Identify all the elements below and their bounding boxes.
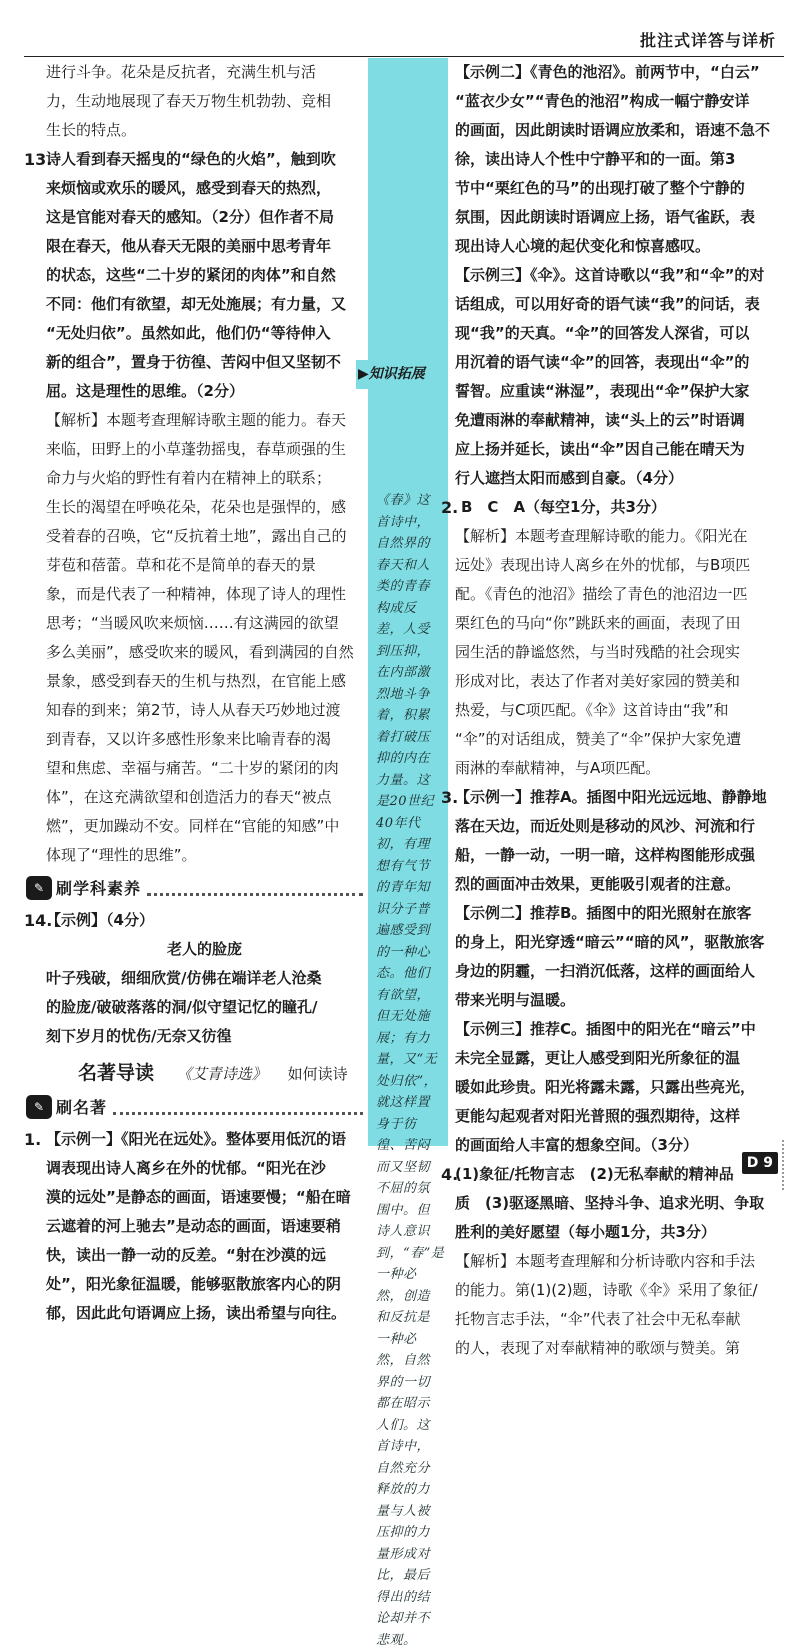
classic-topic: 如何读诗 [287,1065,348,1083]
text-line: 诗人看到春天摇曳的“绿色的火焰”，触到吹 [46,150,336,168]
text-line: 望和焦虑、幸福与痛苦。“二十岁的紧闭的肉 [46,759,339,777]
text-line: 未完全显露，更让人感受到阳光所象征的温 [455,1049,741,1067]
question-number: 3. [441,788,459,807]
text-line: 快，读出一静一动的反差。“射在沙漠的远 [46,1246,326,1264]
text-line: 节中“栗红色的马”的出现打破了整个宁静的 [455,179,745,197]
text-line: 免遭雨淋的奉献精神，读“头上的云”时语调 [455,411,745,429]
section-label: 刷名著 [56,1097,108,1117]
right-column [441,58,780,1363]
answer-14 [24,906,363,1051]
text-line: 燃”，更加躁动不安。同样在“官能的知感”中 [46,817,340,835]
text-line: 远处》表现出诗人离乡在外的忧郁，与B项匹 [455,556,751,574]
answer-heading: B C A（每空1分，共3分） [461,498,666,516]
example-3 [455,261,780,493]
text-line: 【示例一】《阳光在远处》。整体要用低沉的语 [46,1130,347,1148]
poem-line: 的脸庞/破破落落的洞/似守望记忆的瞳孔/ [46,998,318,1016]
text-line: 暖如此珍贵。阳光将露未露，只露出些亮光， [455,1078,756,1096]
text-line: 调表现出诗人离乡在外的忧郁。“阳光在沙 [46,1159,326,1177]
text-line: 行人遮挡太阳而感到自豪。（4分） [455,469,683,487]
answer-13 [24,145,363,870]
text-line: 的状态，这些“二十岁的紧闭的肉体”和自然 [46,266,336,284]
text-line: 多么美丽”，感受吹来的暖风，看到满园的自然 [46,643,354,661]
question-number: 4. [441,1165,459,1184]
text-line: 用沉着的语气读“伞”的回答，表现出“伞”的 [455,353,750,371]
intro-paragraph [28,58,363,145]
question-number: 13. [24,150,53,169]
text-line: 漠的远处”是静态的画面，语速要慢；“船在暗 [46,1188,351,1206]
text-line: (1)象征/托物言志 (2)无私奉献的精神品 [455,1165,734,1183]
text-line: 体现了“理性的思维”。 [46,846,197,864]
text-line: 【解析】本题考查理解诗歌主题的能力。春天 [46,411,347,429]
text-line: 应上扬并延长，读出“伞”因自己能在晴天为 [455,440,745,458]
knowledge-extension-strip [368,58,448,1648]
text-line: 云遮着的河上驰去”是动态的画面，语速要稍 [46,1217,341,1235]
text-line: 的人，表现了对奉献精神的歌颂与赞美。第 [455,1339,741,1357]
text-line: 思考；“当暖风吹来烦恼……有这满园的欲望 [46,614,339,632]
text-line: 景象，感受到春天的生机与热烈，在官能上感 [46,672,347,690]
text-line: 【示例二】《青色的池沼》。前两节中，“白云” [455,63,760,81]
text-line: 芽苞和蓓蕾。草和花不是简单的春天的景 [46,556,317,574]
text-line: 【示例三】《伞》。这首诗歌以“我”和“伞”的对 [455,266,765,284]
text-line: “伞”的对话组成，赞美了“伞”保护大家免遭 [455,730,742,748]
section-label: 刷学科素养 [56,878,142,898]
brush-icon: ✎ [26,1095,52,1119]
text-line: 郁，因此此句语调应上扬，读出希望与向往。 [46,1304,347,1322]
text-line: 象，而是代表了一种精神，体现了诗人的理性 [46,585,347,603]
text-line: 来烦恼或欢乐的暖风，感受到春天的热烈， [46,179,332,197]
knowledge-extension-text: 《春》这首诗中，自然界的春天和人类的青春构成反差，人受到压抑，在内部激烈地斗争着，积累着打破压抑的内在力量。这是20世纪40年代初，有理想有气节的青年知识分子普遍感受到的一种心态。他们有欲望，但无处施展；有力量，又“无处归依”，就这样置身于彷徨、苦闷而又坚韧不屈的氛围中。但诗人意识到，“春”是一种必然，创造和反抗是一种必然，自然界的一切都在昭示人们。这首诗中，自然充分释放的力量与人被压抑的力量形成对比，最后得出的结论却并不悲观。 [376,493,445,1648]
text-line: 生长的特点。 [46,121,137,139]
dotted-divider [113,1100,363,1115]
text-line: 落在天边，而近处则是移动的风沙、河流和行 [455,817,756,835]
poem-title: 老人的脸庞 [166,940,242,958]
left-column [24,58,363,1328]
text-line: 处”，阳光象征温暖，能够驱散旅客内心的阴 [46,1275,341,1293]
text-line: 热爱，与C项匹配。《伞》这首诗由“我”和 [455,701,729,719]
poem-line: 刻下岁月的忧伤/无奈又彷徨 [46,1027,232,1045]
text-line: “无处归依”。虽然如此，他们仍“等待伸入 [46,324,331,342]
page-edge-dots [782,1140,800,1190]
text-line: 雨淋的奉献精神，与A项匹配。 [455,759,661,777]
text-line: 知春的到来；第2节，诗人从春天巧妙地过渡 [46,701,341,719]
text-line: 进行斗争。花朵是反抗者，充满生机与活 [46,63,317,81]
text-line: 形成对比，表达了作者对美好家园的赞美和 [455,672,741,690]
text-line: 屈。这是理性的思维。（2分） [46,382,244,400]
text-line: 栗红色的马向“你”跳跃来的画面，表现了田 [455,614,741,632]
text-line: 徐，读出诗人个性中宁静平和的一面。第3 [455,150,736,168]
text-line: 现出诗人心境的起伏变化和惊喜感叹。 [455,237,711,255]
text-line: 誓智。应重读“淋湿”，表现出“伞”保护大家 [455,382,750,400]
text-line: 体”，在这充满欲望和创造活力的春天“被点 [46,788,332,806]
text-line: 【示例一】推荐A。插图中阳光远远地、静静地 [455,788,767,806]
text-line: 来临，田野上的小草蓬勃摇曳，春草顽强的生 [46,440,347,458]
header-title: 批注式详答与详析 [639,31,776,50]
text-line: 【示例三】推荐C。插图中的阳光在“暗云”中 [455,1020,756,1038]
section-heading-classics [26,1093,363,1121]
text-line: 话组成，可以用好奇的语气读“我”的问话，表 [455,295,760,313]
text-line: 的能力。第(1)(2)题，诗歌《伞》采用了象征/ [455,1281,758,1299]
text-line: 【解析】本题考查理解和分析诗歌内容和手法 [455,1252,756,1270]
text-line: 更能勾起观者对阳光普照的强烈期待，这样 [455,1107,741,1125]
answer-1 [24,1125,363,1328]
section-heading-literacy [26,874,363,902]
text-line: 现“我”的天真。“伞”的回答发人深省，可以 [455,324,750,342]
text-line: 生长的渴望在呼唤花朵，花朵也是强悍的，感 [46,498,347,516]
text-line: 配。《青色的池沼》描绘了青色的池沼边一匹 [455,585,748,603]
text-line: 托物言志手法，“伞”代表了社会中无私奉献 [455,1310,741,1328]
text-line: 身边的阴霾，一扫消沉低落，这样的画面给人 [455,962,756,980]
answer-4 [441,1160,780,1363]
text-line: 质 (3)驱逐黑暗、坚持斗争、追求光明、争取 [455,1194,765,1212]
classic-book: 《艾青诗选》 [176,1065,267,1083]
text-line: 船，一静一动，一明一暗，这样构图能形成强 [455,846,756,864]
page-number: D 9 [742,1152,778,1174]
text-line: 新的组合”，置身于彷徨、苦闷中但又坚韧不 [46,353,341,371]
text-line: 限在春天，他从春天无限的美丽中思考青年 [46,237,332,255]
text-line: 园生活的静谧悠然，与当时残酷的社会现实 [455,643,741,661]
text-line: 【示例二】推荐B。插图中的阳光照射在旅客 [455,904,752,922]
header-rule [24,56,784,57]
knowledge-extension-label: ▶知识拓展 [356,360,427,389]
page-header [0,0,800,58]
text-line: 烈的画面冲击效果，更能吸引观者的注意。 [455,875,741,893]
text-line: 带来光明与温暖。 [455,991,576,1009]
answer-heading: 【示例】（4分） [46,911,154,929]
text-line: 胜利的美好愿望（每小题1分，共3分） [455,1223,716,1241]
text-line: “蓝衣少女”“青色的池沼”构成一幅宁静安详 [455,92,750,110]
question-number: 2. [441,498,459,517]
text-line: 的画面，因此朗读时语调应放柔和，语速不急不 [455,121,771,139]
text-line: 力，生动地展现了春天万物生机勃勃、竞相 [46,92,332,110]
question-number: 1. [24,1130,42,1149]
analysis-13 [28,406,363,870]
classic-reading-heading [78,1059,363,1089]
text-line: 命力与火焰的野性有着内在精神上的联系； [46,469,332,487]
text-line: 到青春，又以许多感性形象来比喻青春的渴 [46,730,332,748]
text-line: 受着春的召唤，它“反抗着土地”，露出自己的 [46,527,347,545]
text-line: 氛围，因此朗读时语调应上扬，语气雀跃，表 [455,208,756,226]
text-line: 的身上，阳光穿透“暗云”“暗的风”，驱散旅客 [455,933,765,951]
question-number: 14. [24,911,53,930]
poem-line: 叶子残破，细细欣赏/仿佛在端详老人沧桑 [46,969,322,987]
answer-2 [441,493,780,783]
text-line: 这是官能对春天的感知。（2分）但作者不局 [46,208,334,226]
answer-3 [441,783,780,1160]
classic-title: 名著导读 [78,1062,155,1084]
text-line: 的画面给人丰富的想象空间。（3分） [455,1136,698,1154]
brush-icon: ✎ [26,876,52,900]
strip-label-text: 知识拓展 [368,366,425,382]
dotted-divider [147,881,363,896]
text-line: 【解析】本题考查理解诗歌的能力。《阳光在 [455,527,748,545]
text-line: 不同：他们有欲望，却无处施展；有力量，又 [46,295,347,313]
example-2 [455,58,780,261]
